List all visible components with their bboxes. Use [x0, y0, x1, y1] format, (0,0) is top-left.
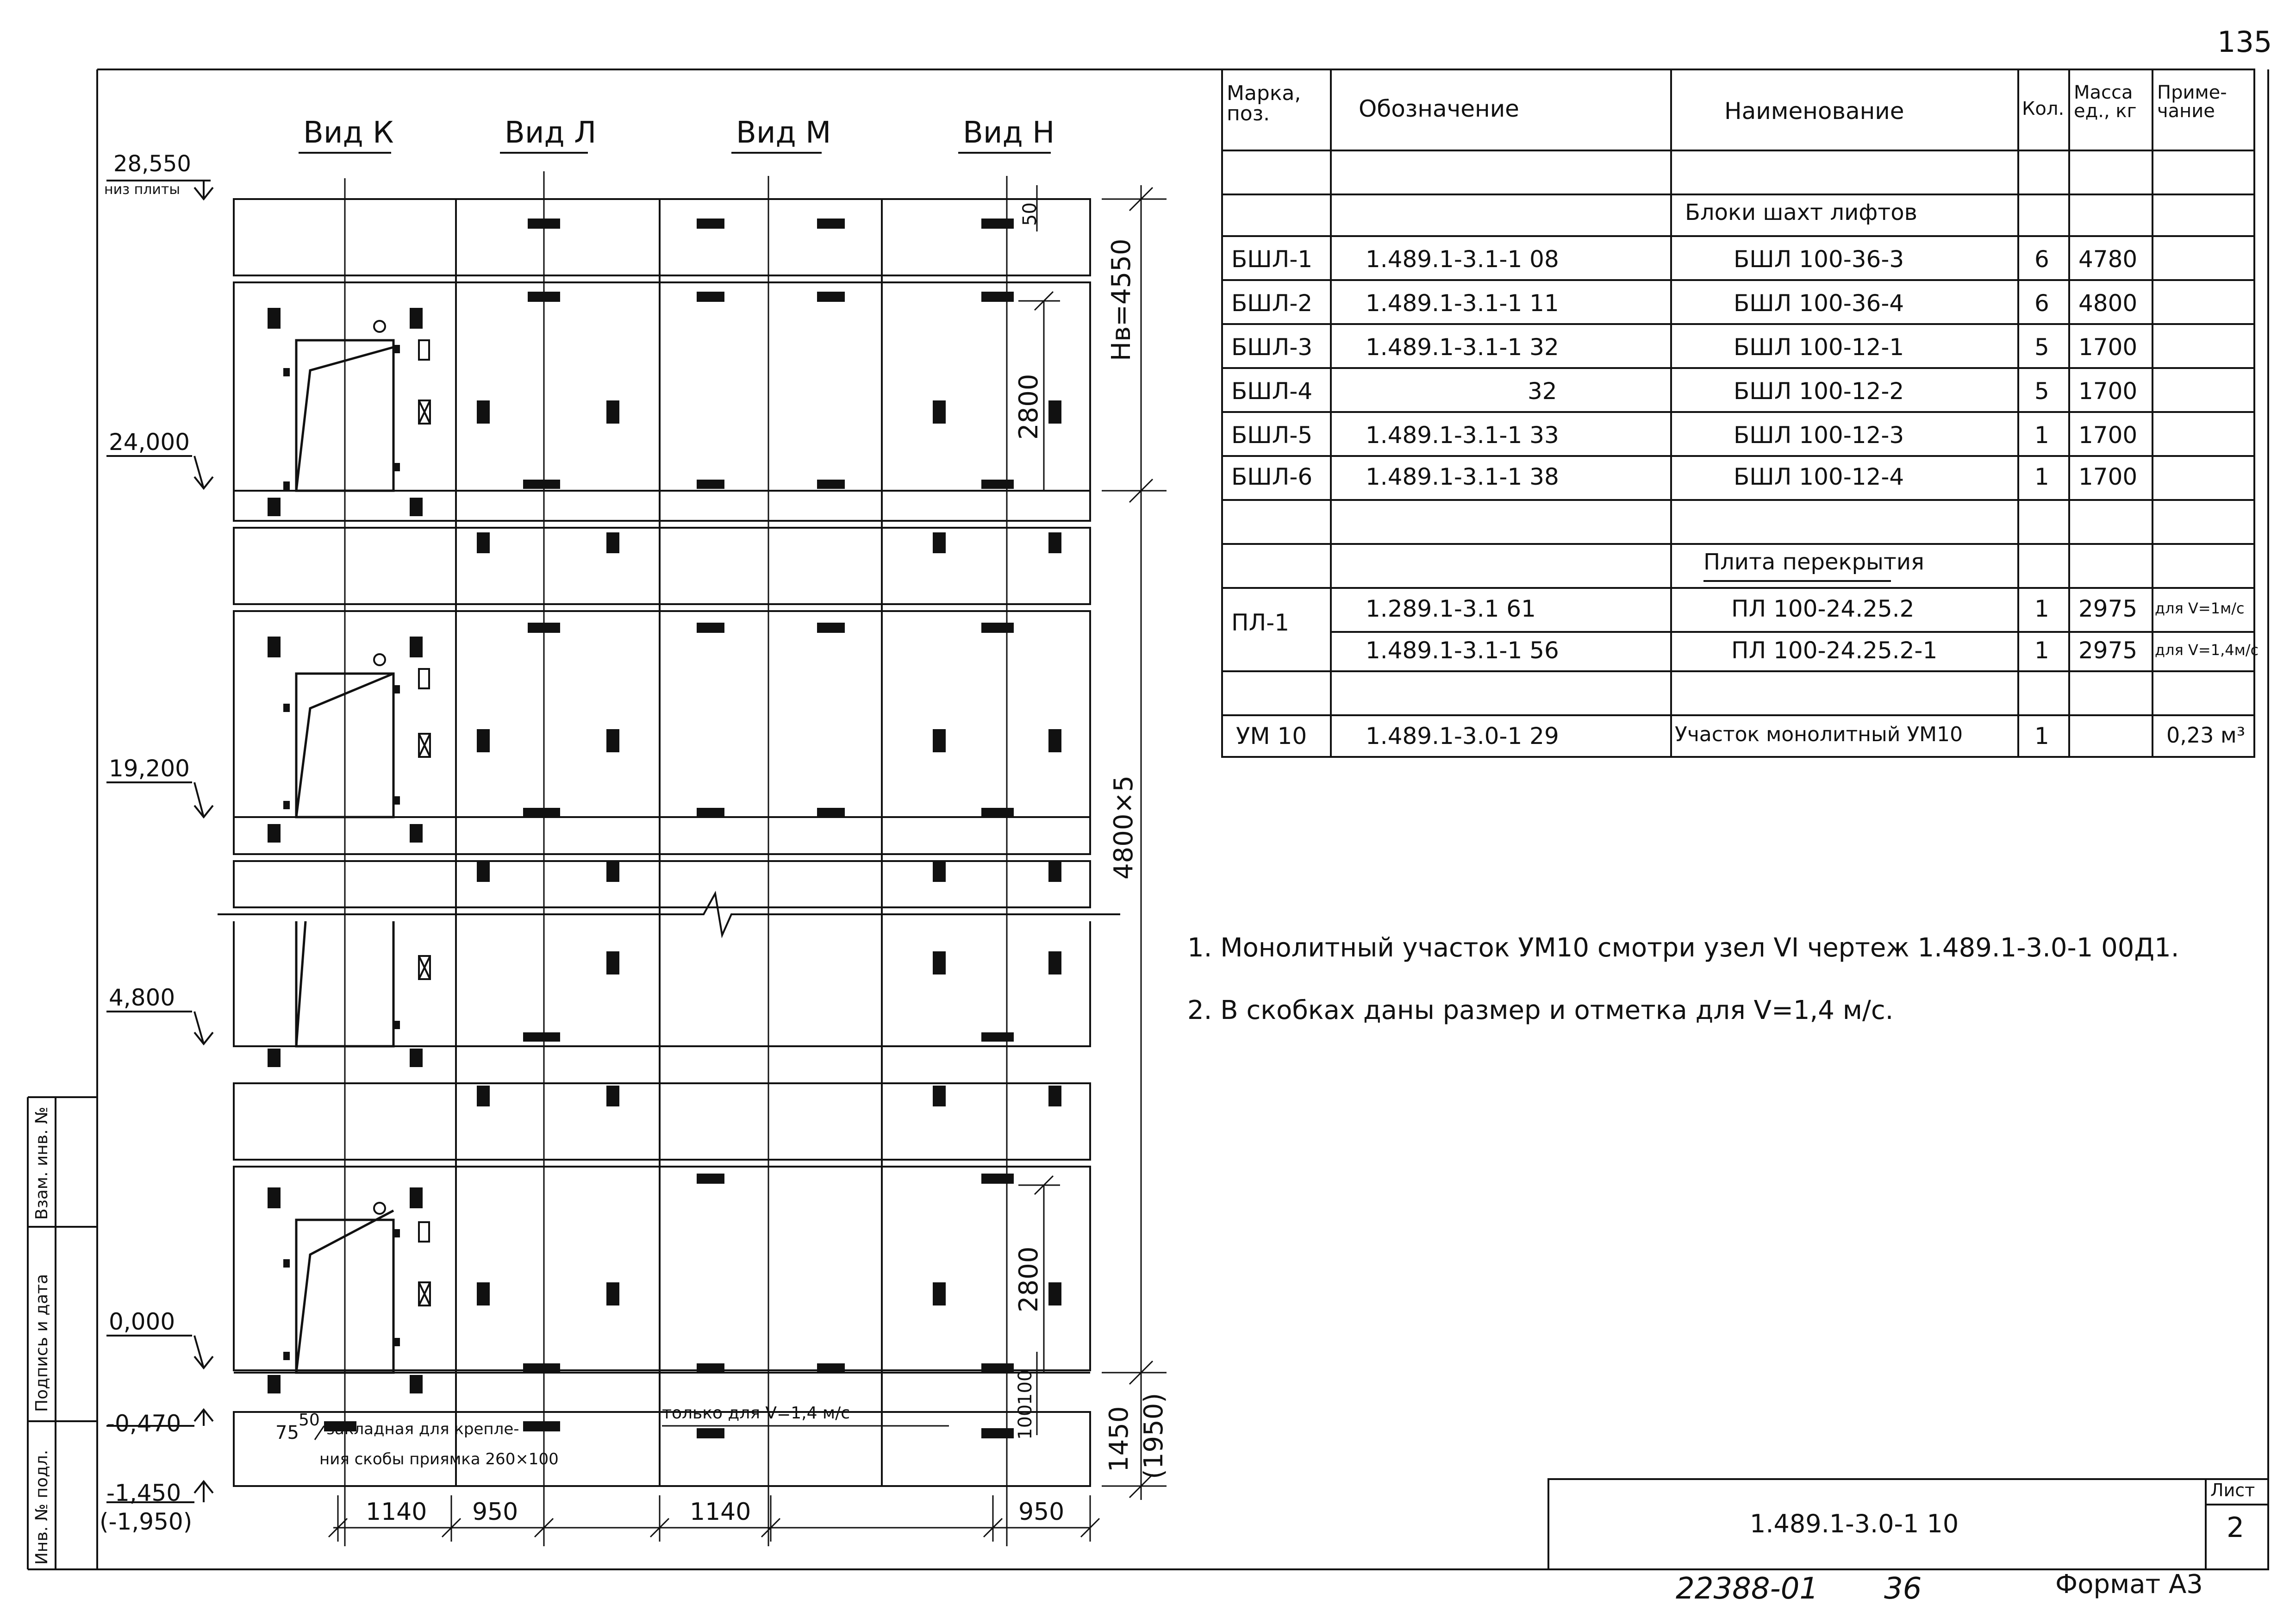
um-note: 0,23 м³ [2166, 723, 2246, 748]
stamp-inv-number: Инв. № подл. [32, 1449, 51, 1565]
dim-950-a: 950 [472, 1498, 518, 1526]
row4-mass: 1700 [2078, 378, 2138, 405]
row6-mass: 1700 [2078, 463, 2138, 490]
elevation-top: 28,550 [113, 151, 191, 177]
dim-75: 75 [275, 1422, 299, 1443]
elevation-minus-0470: -0,470 [106, 1410, 181, 1437]
pl2-name: ПЛ 100-24.25.2-1 [1731, 637, 1938, 664]
row4-name: БШЛ 100-12-2 [1734, 378, 1904, 405]
elevation-top-note: низ плиты [104, 181, 181, 198]
pl-mark: ПЛ-1 [1231, 609, 1290, 636]
row4-mark: БШЛ-4 [1231, 378, 1313, 405]
row4-designation: 32 [1528, 378, 1557, 405]
view-m-label: Вид М [736, 116, 831, 150]
row5-qty: 1 [2034, 422, 2049, 449]
elevation-24000: 24,000 [109, 429, 190, 456]
stamp-replaces-inv: Взам. инв. № [32, 1106, 51, 1220]
elevation-0000: 0,000 [109, 1308, 175, 1335]
drawing-code: 1.489.1-3.0-1 10 [1750, 1509, 1959, 1538]
dim-1950: (1950) [1139, 1393, 1169, 1479]
dim-950-b: 950 [1018, 1498, 1065, 1526]
row6-mark: БШЛ-6 [1231, 463, 1313, 490]
order-number: 22388-01 [1676, 1572, 1819, 1606]
row6-designation: 1.489.1-3.1-1 38 [1366, 463, 1559, 490]
section-floor-slab: Плита перекрытия [1703, 549, 1924, 575]
pl2-note: для V=1,4м/с [2155, 641, 2259, 659]
pl2-designation: 1.489.1-3.1-1 56 [1366, 637, 1559, 664]
row6-qty: 1 [2034, 463, 2049, 490]
page-36: 36 [1884, 1572, 1922, 1606]
row2-mark: БШЛ-2 [1231, 290, 1313, 317]
dim-50: 50 [1019, 202, 1041, 226]
row1-name: БШЛ 100-36-3 [1734, 246, 1904, 273]
header-note: Приме-чание [2157, 82, 2227, 122]
annotation-only-14: только для V=1,4 м/с [662, 1404, 850, 1423]
pl1-qty: 1 [2034, 595, 2049, 622]
dim-1450: 1450 [1104, 1406, 1134, 1472]
dim-1140-a: 1140 [366, 1498, 427, 1526]
row5-name: БШЛ 100-12-3 [1734, 422, 1904, 449]
pl1-designation: 1.289.1-3.1 61 [1366, 595, 1536, 622]
row1-mark: БШЛ-1 [1231, 246, 1313, 273]
note-1: 1. Монолитный участок УМ10 смотри узел VI чертеж 1.489.1-3.0-1 00Д1. [1187, 933, 2179, 963]
view-l-label: Вид Л [505, 116, 597, 150]
um-designation: 1.489.1-3.0-1 29 [1366, 723, 1559, 750]
elevation-19200: 19,200 [109, 755, 190, 782]
row5-designation: 1.489.1-3.1-1 33 [1366, 422, 1559, 449]
annotation-embed-line1: закладная для крепле- [326, 1420, 519, 1438]
um-qty: 1 [2034, 723, 2049, 750]
row3-mark: БШЛ-3 [1231, 334, 1313, 361]
row3-mass: 1700 [2078, 334, 2138, 361]
header-qty: Кол. [2022, 98, 2065, 119]
dim-1140-b: 1140 [690, 1498, 751, 1526]
pl1-note: для V=1м/с [2155, 600, 2245, 617]
dim-100-b: 100 [1015, 1404, 1036, 1440]
um-name: Участок монолитный УМ10 [1675, 723, 1963, 746]
sheet-label: Лист [2210, 1480, 2255, 1500]
pl2-mass: 2975 [2078, 637, 2138, 664]
pl1-name: ПЛ 100-24.25.2 [1731, 595, 1915, 622]
section-shaft-blocks: Блоки шахт лифтов [1685, 200, 1917, 225]
header-name: Наименование [1724, 98, 1904, 125]
elevation-minus-1450: -1,450 [106, 1480, 181, 1506]
row2-designation: 1.489.1-3.1-1 11 [1366, 290, 1559, 317]
row2-mass: 4800 [2078, 290, 2138, 317]
row3-name: БШЛ 100-12-1 [1734, 334, 1904, 361]
dim-span: 4800×5 [1109, 775, 1139, 880]
row5-mass: 1700 [2078, 422, 2138, 449]
annotation-embed-line2: ния скобы приямка 260×100 [319, 1450, 559, 1468]
header-designation: Обозначение [1359, 95, 1519, 122]
dim-100-a: 100 [1015, 1369, 1036, 1405]
row2-qty: 6 [2034, 290, 2049, 317]
page-number: 135 [2217, 25, 2272, 59]
header-mass: Масса ед., кг [2074, 82, 2137, 122]
dim-2800-lower: 2800 [1014, 1246, 1044, 1312]
view-k-label: Вид К [303, 116, 394, 150]
elevation-minus-1950: (-1,950) [100, 1508, 193, 1535]
dim-50-b: 50 [299, 1411, 320, 1430]
dim-hb: Hв=4550 [1106, 238, 1136, 361]
dim-2800-upper: 2800 [1014, 374, 1044, 440]
row2-name: БШЛ 100-36-4 [1734, 290, 1904, 317]
row3-designation: 1.489.1-3.1-1 32 [1366, 334, 1559, 361]
stamp-signature-date: Подпись и дата [32, 1274, 51, 1412]
row1-designation: 1.489.1-3.1-1 08 [1366, 246, 1559, 273]
view-n-label: Вид Н [963, 116, 1055, 150]
header-mark: Марка, поз. [1227, 81, 1301, 125]
pl1-mass: 2975 [2078, 595, 2138, 622]
row3-qty: 5 [2034, 334, 2049, 361]
row6-name: БШЛ 100-12-4 [1734, 463, 1904, 490]
row1-qty: 6 [2034, 246, 2049, 273]
row1-mass: 4780 [2078, 246, 2138, 273]
elevation-4800: 4,800 [109, 984, 175, 1011]
pl2-qty: 1 [2034, 637, 2049, 664]
um-mark: УМ 10 [1236, 723, 1307, 750]
note-2: 2. В скобках даны размер и отметка для V=1,4 м/с. [1187, 995, 1894, 1025]
row4-qty: 5 [2034, 378, 2049, 405]
sheet-format: Формат А3 [2055, 1569, 2203, 1599]
row5-mark: БШЛ-5 [1231, 422, 1313, 449]
sheet-number: 2 [2227, 1512, 2245, 1544]
